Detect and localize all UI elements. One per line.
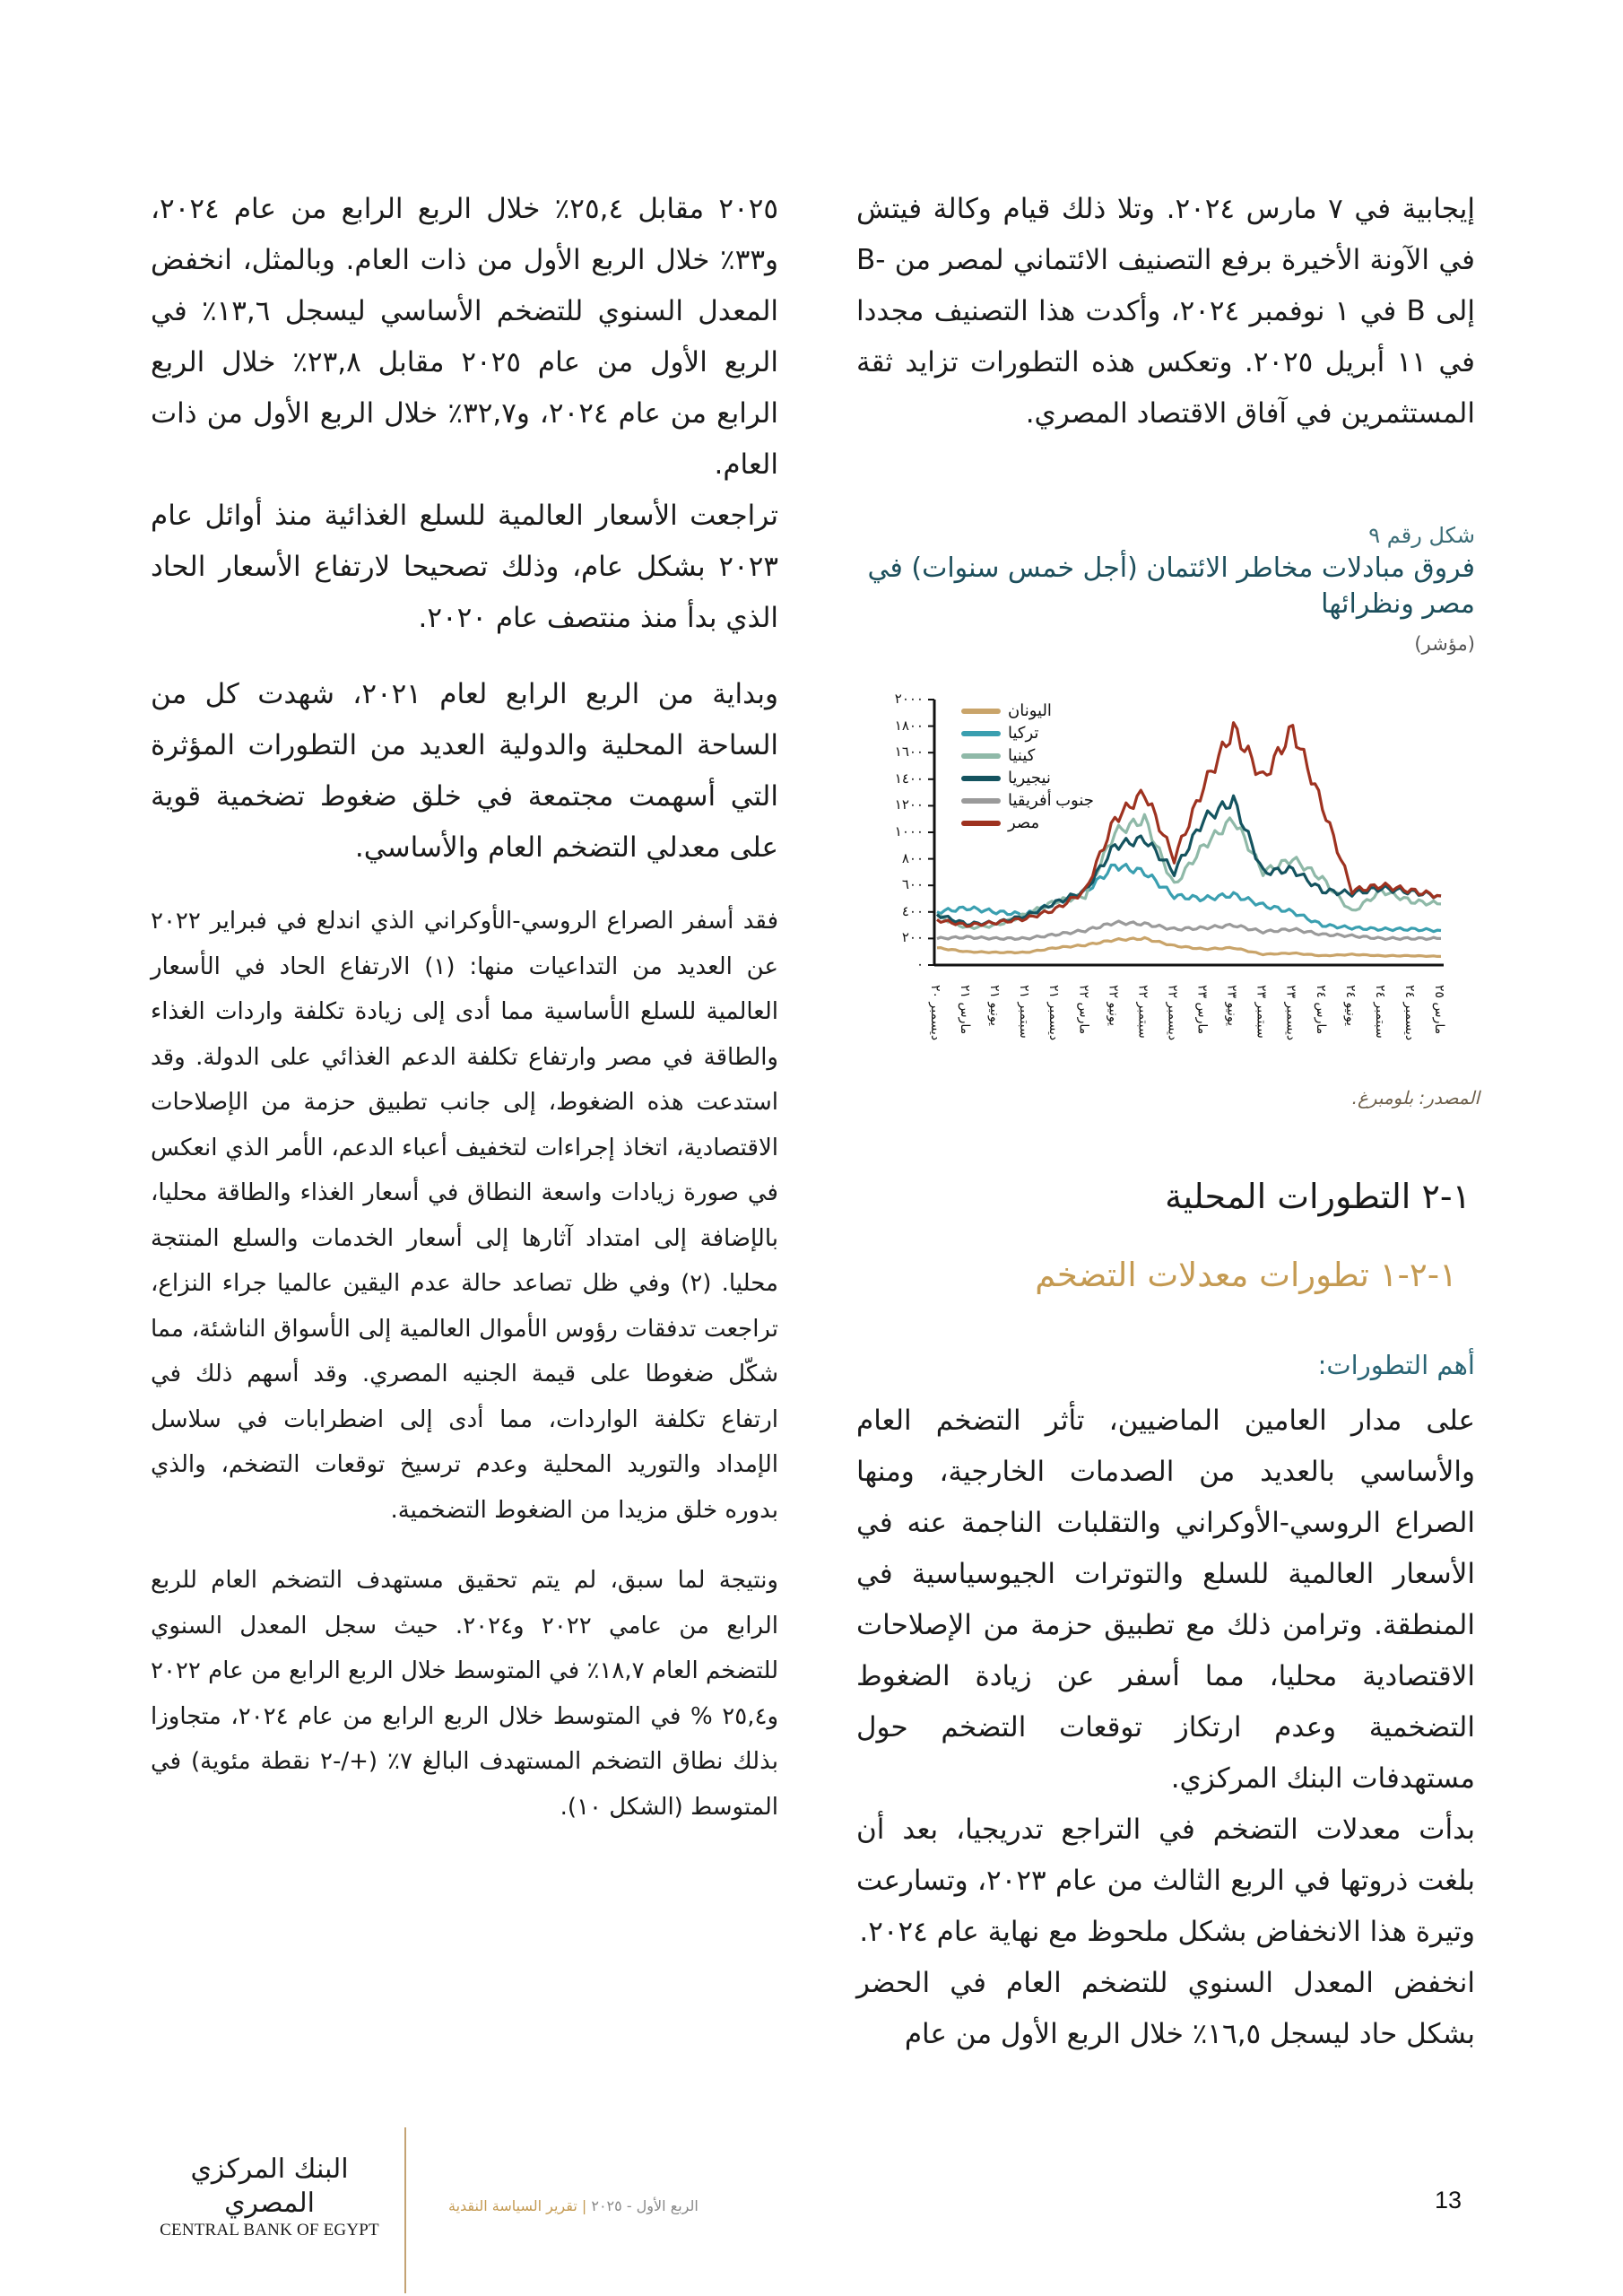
legend-label: اليونان xyxy=(1008,701,1052,719)
y-tick-label: ١٢٠٠ xyxy=(894,796,924,813)
x-tick-label: يونيو ٢١ xyxy=(987,985,1002,1026)
x-tick-label: سبتمبر ٢١ xyxy=(1017,985,1032,1039)
legend-item xyxy=(961,744,1159,767)
x-tick-label: ديسمبر ٢٠ xyxy=(928,985,942,1041)
x-tick-label: سبتمبر ٢٣ xyxy=(1254,985,1269,1039)
right-column-bottom xyxy=(856,1396,1475,2060)
y-tick-label: ١٨٠٠ xyxy=(894,717,924,734)
legend-swatch-icon xyxy=(961,731,1001,736)
y-tick-label: ٢٠٠ xyxy=(901,929,924,946)
legend-item xyxy=(961,722,1159,744)
y-tick-label: ٤٠٠ xyxy=(901,902,924,919)
x-tick-label: ديسمبر ٢١ xyxy=(1046,985,1062,1041)
figure-title: فروق مبادلات مخاطر الائتمان (أجل خمس سنوات) في مصر ونظرائها xyxy=(867,552,1475,620)
legend-item xyxy=(961,767,1159,789)
page-number: 13 xyxy=(1435,2187,1462,2213)
y-tick-label: ١٦٠٠ xyxy=(894,744,924,761)
figure-unit: (مؤشر) xyxy=(1414,633,1475,655)
x-tick-label: مارس ٢١ xyxy=(958,985,973,1035)
y-tick-label: ٨٠٠ xyxy=(901,849,924,866)
figure-source: المصدر: بلومبرغ. xyxy=(1351,1087,1480,1109)
legend-item xyxy=(961,700,1159,722)
x-tick-label: مارس ٢٣ xyxy=(1194,985,1210,1035)
paragraph-credit-rating: إيجابية في ٧ مارس ٢٠٢٤. وتلا ذلك قيام وكالة فيتش في الآونة الأخيرة برفع التصنيف الائتماني لمصر من -B إلى B في ١ نوفمبر ٢٠٢٤، وأكدت هذا التصنيف مجددا في ١١ أبريل ٢٠٢٥. وتعكس هذه التطورات تزايد ثقة المستثمرين في آفاق الاقتصاد المصري. xyxy=(856,193,1475,430)
footer-separator: | xyxy=(581,2197,587,2214)
x-tick-label: سبتمبر ٢٢ xyxy=(1135,985,1150,1039)
y-tick-label: ٢٠٠٠ xyxy=(894,691,924,707)
y-tick-label: ٦٠٠ xyxy=(901,876,924,893)
legend-label: مصر xyxy=(1008,813,1040,831)
right-column-top xyxy=(856,184,1475,439)
paragraph-core-inflation: ٢٠٢٥ مقابل ٢٥,٤٪ خلال الربع الرابع من عام ٢٠٢٤، و٣٣٪ خلال الربع الأول من ذات العام. وبالمثل، انخفض المعدل السنوي للتضخم الأساسي ليسجل ١٣,٦٪ في الربع الأول من عام ٢٠٢٥ مقابل ٢٣,٨٪ خلال الربع الرابع من عام ٢٠٢٤، و٣٢,٧٪ خلال الربع الأول من ذات العام. xyxy=(151,193,778,481)
footer-divider xyxy=(404,2127,406,2293)
legend-swatch-icon xyxy=(961,776,1001,781)
footer-period: الربع الأول - ٢٠٢٥ xyxy=(591,2197,699,2214)
figure-header xyxy=(856,520,1475,662)
cbe-logo xyxy=(160,2152,379,2240)
chart-plot xyxy=(861,682,1488,1112)
figure-number: شكل رقم ٩ xyxy=(1368,523,1475,548)
cds-spread-chart xyxy=(861,682,1488,1112)
x-tick-label: يونيو ٢٢ xyxy=(1106,985,1121,1026)
paragraph-russia-ukraine: فقد أسفر الصراع الروسي-الأوكراني الذي اندلع في فبراير ٢٠٢٢ عن العديد من التداعيات منها: (١) الارتفاع الحاد في الأسعار العالمية للسلع الأساسية مما أدى إلى زيادة تكلفة واردات الغذاء والطاقة في مصر وارتفاع تكلفة الدعم الغذائي على الدولة. وقد استدعت هذه الضغوط، إلى جانب تطبيق حزمة من الإصلاحات الاقتصادية، اتخاذ إجراءات لتخفيف أعباء الدعم، الأمر الذي انعكس في صورة زيادات واسعة النطاق في أسعار الغذاء والطاقة محليا، بالإضافة إلى امتداد آثارها إلى أسعار الخدمات والسلع المنتجة محليا. (٢) وفي ظل تصاعد حالة عدم اليقين عالميا جراء النزاع، تراجعت تدفقات رؤوس الأموال العالمية إلى الأسواق الناشئة، مما شكّل ضغوطا على قيمة الجنيه المصري. وقد أسهم ذلك في ارتفاع تكلفة الواردات، مما أدى إلى اضطرابات في سلاسل الإمداد والتوريد المحلية وعدم ترسيخ توقعات التضخم، والذي بدوره خلق مزيدا من الضغوط التضخمية. xyxy=(151,908,778,1524)
paragraph-q4-2021: وبداية من الربع الرابع لعام ٢٠٢١، شهدت كل من الساحة المحلية والدولية العديد من التطورات المؤثرة التي أسهمت مجتمعة في خلق ضغوط تضخمية قوية على معدلي التضخم العام والأساسي. xyxy=(151,678,778,864)
x-tick-label: يونيو ٢٣ xyxy=(1224,985,1239,1026)
x-tick-label: مارس ٢٢ xyxy=(1076,985,1091,1035)
x-tick-label: ديسمبر ٢٢ xyxy=(1165,985,1180,1041)
logo-arabic-text: البنك المركزي المصري xyxy=(190,2153,349,2219)
legend-label: كينيا xyxy=(1008,746,1036,764)
x-tick-label: يونيو ٢٤ xyxy=(1342,985,1358,1026)
x-tick-label: مارس ٢٥ xyxy=(1432,985,1446,1035)
y-tick-label: ٠ xyxy=(916,956,924,972)
paragraph-target-missed: ونتيجة لما سبق، لم يتم تحقيق مستهدف التضخم العام للربع الرابع من عامي ٢٠٢٢ و٢٠٢٤. حيث سجل المعدل السنوي للتضخم العام ١٨,٧٪ في المتوسط خلال الربع الرابع من عام ٢٠٢٢ و٢٥,٤ % في المتوسط خلال الربع الرابع من عام ٢٠٢٤، متجاوزا بذلك نطاق التضخم المستهدف البالغ ٧٪ (+/-٢ نقطة مئوية) في المتوسط (الشكل ١٠). xyxy=(151,1567,778,1821)
footer-report-label xyxy=(448,2197,699,2214)
section-heading: ١-٢ التطورات المحلية xyxy=(1165,1177,1471,1216)
paragraph-urban-inflation: انخفض المعدل السنوي للتضخم العام في الحضر بشكل حاد ليسجل ١٦,٥٪ خلال الربع الأول من عام xyxy=(856,1967,1475,2050)
subsection-heading: ١-٢-١ تطورات معدلات التضخم xyxy=(1035,1256,1457,1294)
x-tick-label: مارس ٢٤ xyxy=(1313,985,1328,1035)
footer-report-title: تقرير السياسة النقدية xyxy=(448,2197,577,2214)
key-developments-heading: أهم التطورات: xyxy=(1317,1350,1475,1380)
legend-label: تركيا xyxy=(1008,724,1039,742)
paragraph-external-shocks: على مدار العامين الماضيين، تأثر التضخم العام والأساسي بالعديد من الصدمات الخارجية، ومنها الصراع الروسي-الأوكراني والتقلبات الناجمة عنه في الأسعار العالمية للسلع والتوترات الجيوسياسية في المنطقة. وترامن ذلك مع تطبيق حزمة من الإصلاحات الاقتصادية محليا، مما أسفر عن زيادة الضغوط التضخمية وعدم ارتكاز توقعات التضخم حول مستهدفات البنك المركزي. xyxy=(856,1405,1475,1795)
legend-label: نيجيريا xyxy=(1008,769,1051,787)
x-tick-label: سبتمبر ٢٤ xyxy=(1372,985,1387,1039)
legend-item xyxy=(961,789,1159,812)
paragraph-inflation-decline: بدأت معدلات التضخم في التراجع تدريجيا، بعد أن بلغت ذروتها في الربع الثالث من عام ٢٠٢٣، وتسارعت وتيرة هذا الانخفاض بشكل ملحوظ مع نهاية عام ٢٠٢٤. xyxy=(856,1813,1475,1948)
y-tick-label: ١٠٠٠ xyxy=(894,823,924,839)
legend-swatch-icon xyxy=(961,821,1001,826)
logo-english-text: CENTRAL BANK OF EGYPT xyxy=(160,2221,379,2239)
x-tick-label: ديسمبر ٢٣ xyxy=(1283,985,1298,1041)
legend-swatch-icon xyxy=(961,753,1001,759)
x-tick-label: ديسمبر ٢٤ xyxy=(1402,985,1417,1041)
left-column xyxy=(151,184,778,1830)
legend-swatch-icon xyxy=(961,709,1001,714)
legend-item xyxy=(961,812,1159,834)
paragraph-food-prices: تراجعت الأسعار العالمية للسلع الغذائية منذ أوائل عام ٢٠٢٣ بشكل عام، وذلك تصحيحا لارتفاع الأسعار الحاد الذي بدأ منذ منتصف عام ٢٠٢٠. xyxy=(151,500,778,634)
legend-label: جنوب أفريقيا xyxy=(1008,791,1094,809)
legend-swatch-icon xyxy=(961,798,1001,804)
y-tick-label: ١٤٠٠ xyxy=(894,770,924,787)
series-line xyxy=(937,937,1441,956)
